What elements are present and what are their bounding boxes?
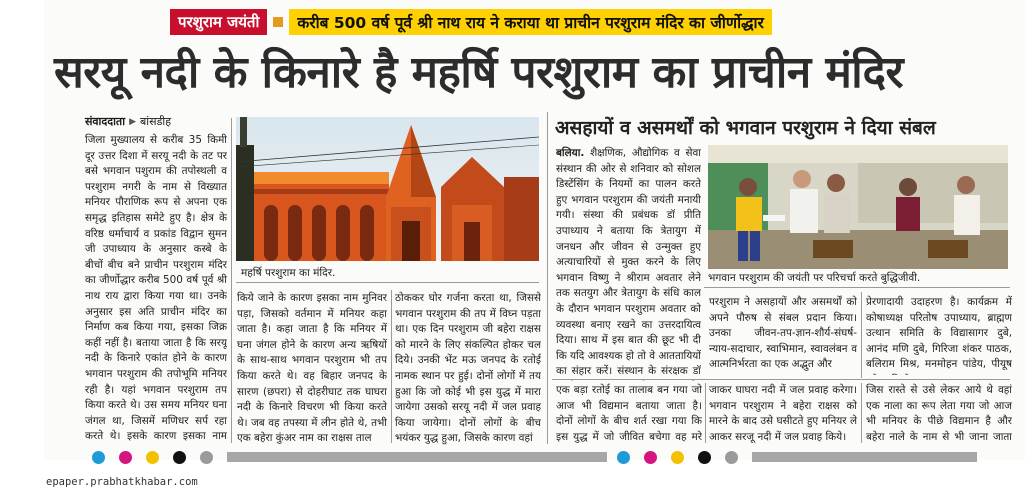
column-divider: [861, 292, 862, 378]
column-divider: [861, 383, 862, 443]
yellow-dot-icon: [671, 451, 684, 464]
sub-article-intro: [556, 146, 701, 381]
column-divider: [231, 118, 232, 443]
section-divider: [547, 112, 548, 444]
column-divider: [705, 383, 706, 443]
sub-article-dateline: बलिया.: [556, 147, 585, 159]
byline-arrow-icon: ▶: [129, 116, 136, 127]
article-column-2: किये जाने के कारण इसका नाम मुनिवर पड़ा, जिसको वर्तमान में मनियर कहा जाता है। कहा जाता है कि मनियर में घना जंगल होने के कारण अन्य ऋषियों के साथ-साथ भगवान परशुराम भी तप किया करते थे। वह बिहार जनपद के सारण (छपरा) से दोहरीघाट तक घाघरा नदी के किनारे विचरण भी किया करते थे। जब वह तपस्या में लीन होते थे, तभी एक बहेरा कुंअर नाम का राक्षस ताल: [237, 292, 387, 445]
sub-article-headline: असहायों व असमर्थों को भगवान परशुराम ने दिया संबल: [555, 117, 936, 139]
main-headline: सरयू नदी के किनारे है महर्षि परशुराम का प्राचीन मंदिर: [54, 47, 904, 98]
section-divider: [552, 379, 1010, 380]
byline-reporter: संवाददाता: [85, 115, 126, 128]
event-photo: [708, 145, 1008, 269]
registration-marks: [48, 448, 1023, 466]
article-column-3: ठोककर घोर गर्जना करता था, जिससे भगवान परशुराम की तप में विघ्न पड़ता था। एक दिन परशुराम जी बहेरा राक्षस को मारने के लिए संकल्पित होकर चल दिये। उनकी भेंट मऊ जनपद के रतोई नामक स्थान पर हुई। दोनों लोगों में तय हुआ कि जो कोई भी इस युद्ध में मारा जायेगा उसको सरयू नदी में जल प्रवाह किया जायेगा। दोनों लोगों के बीच भयंकर युद्ध हुआ, जिसके कारण वहां: [395, 292, 541, 445]
temple-photo: [236, 117, 539, 261]
column-divider: [391, 290, 392, 443]
temple-image: [236, 117, 539, 261]
yellow-dot-icon: [146, 451, 159, 464]
bottom-column-b: जाकर घाघरा नदी में जल प्रवाह करेगा। भगवान परशुराम ने बहेरा राक्षस को मारने के बाद उसे घसीटते हुए मनियर ले आकर सरजू नदी में जल प्रवाह किये।: [709, 384, 857, 443]
column-divider: [704, 287, 1010, 288]
kicker-tag: परशुराम जयंती: [170, 9, 267, 35]
magenta-dot-icon: [644, 451, 657, 464]
gray-dot-icon: [200, 451, 213, 464]
cyan-dot-icon: [92, 451, 105, 464]
event-caption: भगवान परशुराम की जयंती पर परिचर्चा करते बुद्धिजीवी.: [708, 272, 921, 284]
sub-article-column-b: परशुराम ने असहायों और असमर्थों को अपने पौरुष से संबल प्रदान किया। उनका जीवन-तप-ज्ञान-शौर्य-संघर्ष-न्याय-सदाचार, स्वाभिमान, स्वावलंबन व आत्मनिर्भरता का एक अद्भुत और: [709, 296, 857, 371]
epaper-url[interactable]: epaper.prabhatkhabar.com: [46, 476, 198, 488]
event-image: [708, 145, 1008, 269]
gray-bar: [752, 452, 977, 462]
cyan-dot-icon: [617, 451, 630, 464]
gray-bar: [227, 452, 607, 462]
sub-article-column-c: प्रेरणादायी उदाहरण है। कार्यक्रम में कोषाध्यक्ष परितोष उपाध्याय, ब्राह्मण उत्थान समिति के विद्यासागर दुबे, आनंद मणि दुबे, गिरिजा शंकर पाठक, बलिराम मिश्र, मनमोहन पांडेय, पीयूष: [866, 296, 1012, 371]
magenta-dot-icon: [119, 451, 132, 464]
kicker-bullet-icon: [273, 17, 283, 27]
column-divider: [236, 282, 539, 283]
byline-location: बांसडीह: [139, 115, 172, 128]
kicker-line: [170, 8, 772, 36]
bottom-column-a: एक बड़ा रतोई का तालाब बन गया जो आज भी विद्यमान बताया जाता है। दोनों लोगों के बीच शर्त रखा गया कि इस युद्ध में जो जीवित बचेगा वह मरे: [556, 384, 702, 443]
byline: [85, 114, 171, 129]
kicker-text: करीब 500 वर्ष पूर्व श्री नाथ राय ने कराया था प्राचीन परशुराम मंदिर का जीर्णोद्धार: [289, 9, 772, 35]
bottom-column-c: जिस रास्ते से उसे लेकर आये थे वहां एक नाला का रूप लेता गया जो आज भी मनियर के पीछे विद्यमान है और बहेरा नाले के नाम से भी जाना जाता: [866, 384, 1012, 443]
article-column-1: जिला मुख्यालय से करीब 35 किमी दूर उत्तर दिशा में सरयू नदी के तट पर बसे भगवान पशुराम की तपोस्थली व परशुराम नगरी के नाम से विख्यात मनियर पौराणिक रूप से अपना एक समृद्ध इतिहास समेटे हुए है। क्षेत्र के वरिष्ठ धर्माचार्य व प्रकांड विद्वान सुमन जी उपाध्याय के अनुसार कस्बे के बीचों बीच बने प्राचीन परशुराम मंदिर का जीर्णोद्धार करीब 500 वर्ष पूर्व श्री नाथ राय द्वारा किया गया था। उनके अनुसार इस अति प्राचीन मंदिर का निर्माण कब किया गया, इसका जिक्र कहीं नहीं है। बताया जाता है कि सरयू नदी के किनारे एकांत होने के कारण भगवान परशुराम की तपोभूमि मनियर रही है। यहां भगवान परशुराम तप किया करते थे। उस समय मनियर घना जंगल था, जिसमें मणिधर सर्प रहा करते थे। इसके कारण इसका नाम: [85, 134, 227, 443]
black-dot-icon: [698, 451, 711, 464]
black-dot-icon: [173, 451, 186, 464]
gray-dot-icon: [725, 451, 738, 464]
temple-caption: महर्षि परशुराम का मंदिर.: [241, 267, 336, 279]
sub-article-intro-text: शैक्षणिक, औद्योगिक व सेवा संस्थान की ओर से शनिवार को सोशल डिस्टेंसिंग के नियमों का पालन करते हुए भगवान परशुराम की जयंती मनायी गयी। संस्था की प्रबंधक डॉ प्रीति उपाध्याय ने बताया कि त्रेतायुग में जनधन और जीवन से उन्मुक्त हुए अत्याचारियों से मुक्त करने के लिए भगवान विष्णु ने श्रीराम अवतार लेने तक सतयुग और त्रेतायुग के संधि काल के दौरान भगवान परशुराम अवतार को व्यवस्था बनाए रखने का उत्तरदायित्व दिया। साथ में इस बात की छूट भी दी कि यदि आवश्यक हो तो वे आततायियों का संहार करें। संस्थान के संरक्षक डॉ: [556, 147, 701, 378]
